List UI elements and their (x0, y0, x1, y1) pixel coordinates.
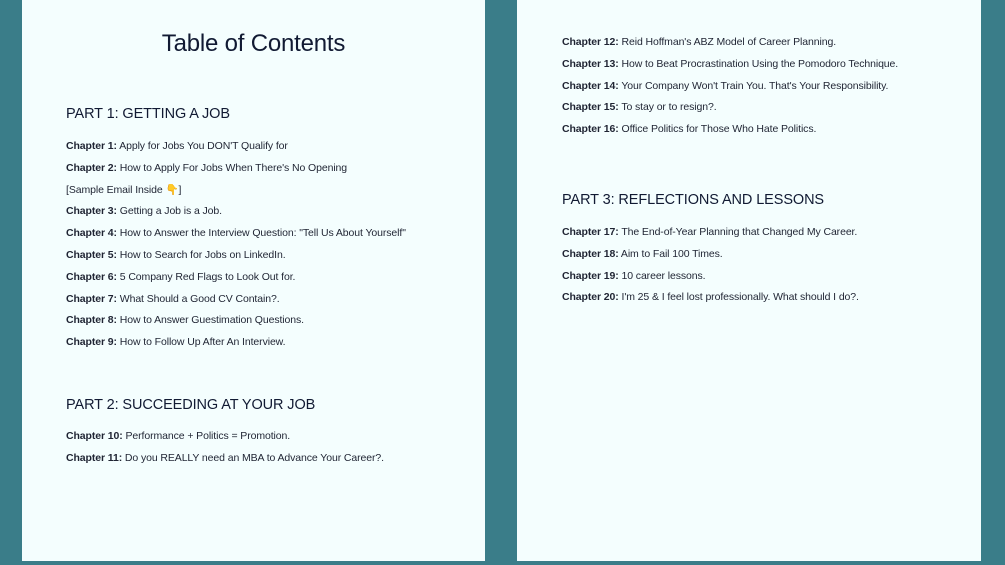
chapter-item (66, 201, 406, 223)
chapter-title: Aim to Fail 100 Times. (620, 247, 723, 260)
chapter-number: Chapter 1: (66, 140, 117, 152)
chapter-title: How to Answer Guestimation Questions. (119, 314, 304, 327)
chapter-title: Getting a Job is a Job. (119, 205, 222, 218)
chapter-item (562, 266, 859, 288)
chapter-title: How to Search for Jobs on LinkedIn. (119, 248, 286, 261)
chapter-item (66, 245, 406, 267)
left-page (22, 0, 485, 561)
chapter-title: How to Follow Up After An Interview. (119, 336, 286, 349)
chapter-number: Chapter 18: (562, 247, 619, 260)
chapter-title: Performance + Politics = Promotion. (125, 430, 291, 442)
chapter-title: Your Company Won't Train You. That's Your Responsibility. (621, 79, 889, 92)
chapter-number: Chapter 15: (562, 101, 619, 114)
chapter-title: What Should a Good CV Contain?. (119, 292, 280, 305)
chapter-number: Chapter 11: (66, 451, 123, 464)
chapter-item (66, 158, 406, 180)
chapter-number: Chapter 2: (66, 161, 117, 174)
chapter-item (562, 32, 898, 54)
part-2-continued-chapter-list (562, 32, 898, 141)
chapter-title: Office Politics for Those Who Hate Politics. (621, 123, 817, 136)
chapter-number: Chapter 20: (562, 291, 619, 304)
chapter-title: [Sample Email Inside (66, 183, 163, 196)
chapter-number: Chapter 8: (66, 314, 117, 327)
chapter-item (562, 54, 898, 76)
chapter-number: Chapter 4: (66, 227, 117, 240)
chapter-title: Apply for Jobs You DON'T Qualify for (119, 140, 288, 152)
chapter-item (562, 244, 859, 266)
chapter-title: How to Answer the Interview Question: "Tell Us About Yourself" (119, 227, 406, 240)
chapter-item (66, 310, 406, 332)
chapter-number: Chapter 6: (66, 270, 117, 283)
part-2-heading: PART 2: SUCCEEDING AT YOUR JOB (66, 397, 316, 413)
chapter-title-suffix: ] (178, 183, 182, 196)
chapter-title: I'm 25 & I feel lost professionally. What should I do?. (621, 291, 859, 304)
chapter-number: Chapter 13: (562, 57, 619, 70)
chapter-item (562, 222, 859, 244)
chapter-item (562, 76, 898, 98)
chapter-title: 5 Company Red Flags to Look Out for. (119, 270, 296, 283)
chapter-item (66, 267, 406, 289)
part-3-heading: PART 3: REFLECTIONS AND LESSONS (562, 192, 825, 208)
part-1-heading: PART 1: GETTING A JOB (66, 106, 230, 122)
chapter-item (66, 223, 406, 245)
chapter-number: Chapter 3: (66, 205, 117, 218)
chapter-number: Chapter 14: (562, 79, 619, 92)
chapter-number: Chapter 17: (562, 226, 619, 238)
chapter-title: Do you REALLY need an MBA to Advance Your Career?. (124, 451, 384, 464)
chapter-number: Chapter 19: (562, 269, 619, 282)
chapter-title: To stay or to resign?. (621, 101, 717, 114)
chapter-item (66, 136, 406, 158)
right-page (517, 0, 981, 561)
chapter-item (66, 332, 406, 354)
page-title: Table of Contents (161, 30, 346, 57)
pointing-down-icon: 👇 (165, 183, 179, 196)
part-1-chapter-list (66, 136, 406, 354)
chapter-item (562, 119, 898, 141)
chapter-item (562, 287, 859, 309)
chapter-item (562, 97, 898, 119)
chapter-title: The End-of-Year Planning that Changed My Career. (621, 226, 858, 238)
part-3-chapter-list (562, 222, 859, 309)
chapter-item (66, 289, 406, 311)
chapter-title: How to Beat Procrastination Using the Pomodoro Technique. (621, 57, 899, 70)
chapter-number: Chapter 16: (562, 123, 619, 136)
chapter-title: How to Apply For Jobs When There's No Opening (119, 161, 348, 174)
chapter-number: Chapter 12: (562, 36, 619, 48)
part-2-chapter-list (66, 426, 384, 470)
chapter-number: Chapter 5: (66, 248, 117, 261)
chapter-item (66, 426, 384, 448)
chapter-item (66, 448, 384, 470)
chapter-number: Chapter 7: (66, 292, 117, 305)
chapter-item (66, 180, 406, 202)
chapter-title: Reid Hoffman's ABZ Model of Career Planning. (621, 36, 837, 48)
chapter-number: Chapter 9: (66, 336, 117, 349)
chapter-title: 10 career lessons. (621, 269, 706, 282)
chapter-number: Chapter 10: (66, 430, 123, 442)
